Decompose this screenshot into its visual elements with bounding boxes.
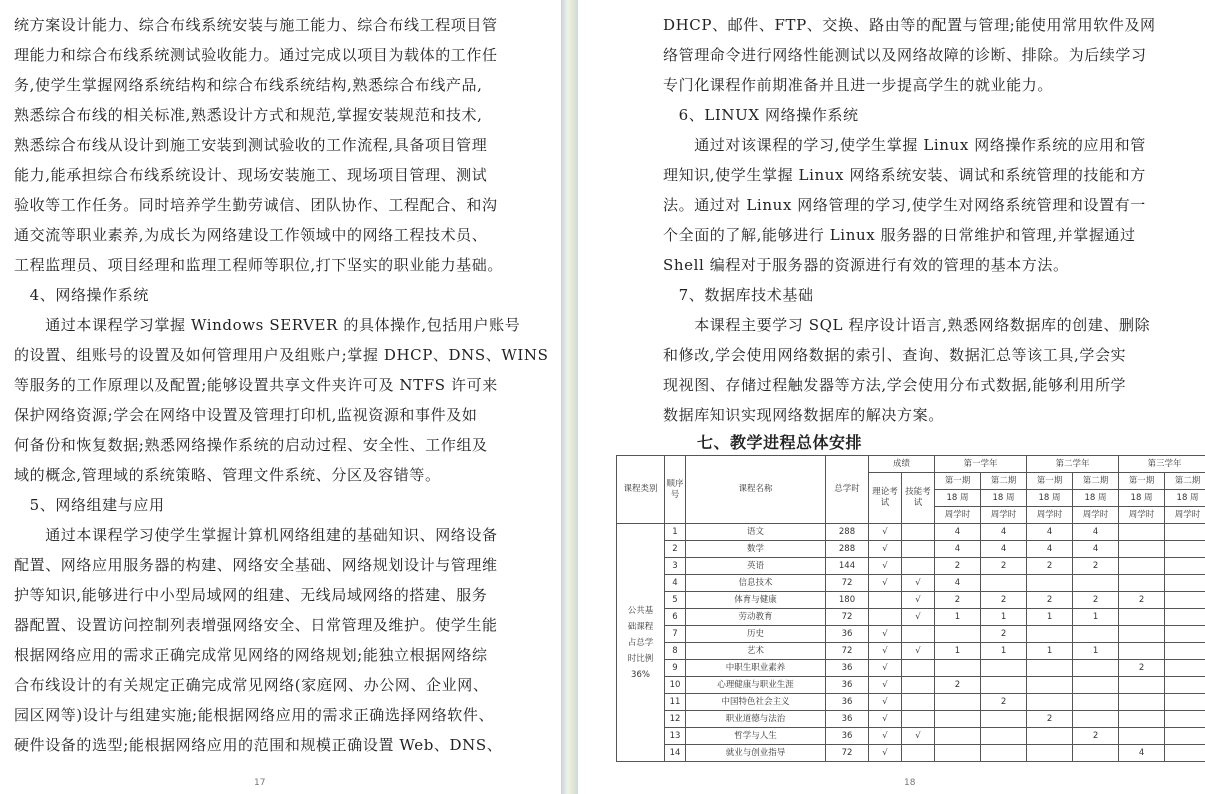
- weekly-hours-cell: 4: [935, 524, 981, 541]
- weekly-hours-cell: [1027, 660, 1073, 677]
- text-line: 配置、网络应用服务器的构建、网络安全基础、网络规划设计与管理维: [14, 556, 498, 574]
- weekly-hours-cell: 1: [981, 643, 1027, 660]
- text-line: 熟悉综合布线的相关标准,熟悉设计方式和规范,掌握安装规范和技术,: [14, 106, 483, 124]
- weekly-hours-cell: [1165, 643, 1205, 660]
- weekly-hours-cell: [935, 711, 981, 728]
- weekly-hours-cell: 2: [1073, 558, 1119, 575]
- table-row: [617, 660, 1205, 677]
- course-name-cell: 哲学与人生: [686, 728, 826, 745]
- text-line: 现视图、存储过程触发器等方法,学会使用分布式数据,能够利用所学: [663, 376, 1127, 394]
- weekly-hours-cell: [935, 660, 981, 677]
- weekly-hours-cell: 1: [1073, 643, 1119, 660]
- text-line: 的设置、组账号的设置及如何管理用户及组账户;掌握 DHCP、DNS、WINS: [14, 346, 549, 364]
- skill-exam-cell: [902, 626, 935, 643]
- weekly-hours-cell: 2: [1119, 592, 1165, 609]
- weekly-hours-cell: [935, 728, 981, 745]
- header-weeks: 18 周: [981, 490, 1027, 507]
- weekly-hours-cell: 4: [935, 541, 981, 558]
- header-term: 第一期: [1119, 473, 1165, 490]
- header-term: 第二期: [1165, 473, 1205, 490]
- seq-cell: 11: [665, 694, 686, 711]
- text-line: 5、网络组建与应用: [14, 496, 165, 514]
- skill-exam-cell: √: [902, 575, 935, 592]
- text-line: 能力,能承担综合布线系统设计、现场安装施工、现场项目管理、测试: [14, 166, 488, 184]
- header-weekly-hours: 周学时: [1073, 507, 1119, 524]
- weekly-hours-cell: 4: [1027, 524, 1073, 541]
- header-year3: 第三学年: [1119, 456, 1205, 473]
- seq-cell: 6: [665, 609, 686, 626]
- weekly-hours-cell: [1073, 711, 1119, 728]
- weekly-hours-cell: [1119, 541, 1165, 558]
- weekly-hours-cell: [1073, 694, 1119, 711]
- weekly-hours-cell: [1073, 677, 1119, 694]
- text-line: 护等知识,能够进行中小型局域网的组建、无线局域网络的搭建、服务: [14, 586, 488, 604]
- text-line: 6、LINUX 网络操作系统: [663, 106, 859, 124]
- text-line: 理知识,使学生掌握 Linux 网络系统安装、调试和系统管理的技能和方: [663, 166, 1146, 184]
- text-line: 通交流等职业素养,为成长为网络建设工作领域中的网络工程技术员、: [14, 226, 488, 244]
- weekly-hours-cell: [1119, 626, 1165, 643]
- weekly-hours-cell: 2: [935, 558, 981, 575]
- weekly-hours-cell: 1: [981, 609, 1027, 626]
- weekly-hours-cell: [935, 626, 981, 643]
- text-line: 通过对该课程的学习,使学生掌握 Linux 网络操作系统的应用和管: [663, 136, 1146, 154]
- weekly-hours-cell: [1027, 575, 1073, 592]
- hours-cell: 36: [826, 728, 869, 745]
- weekly-hours-cell: 2: [1027, 558, 1073, 575]
- weekly-hours-cell: [981, 575, 1027, 592]
- weekly-hours-cell: 2: [935, 592, 981, 609]
- header-weekly-hours: 周学时: [1027, 507, 1073, 524]
- table-row: [617, 728, 1205, 745]
- page-number: 17: [254, 778, 266, 788]
- header-weeks: 18 周: [1073, 490, 1119, 507]
- weekly-hours-cell: [1165, 541, 1205, 558]
- weekly-hours-cell: 1: [935, 609, 981, 626]
- header-weeks: 18 周: [1165, 490, 1205, 507]
- weekly-hours-cell: [981, 745, 1027, 762]
- table-row: [617, 524, 1205, 541]
- weekly-hours-cell: [1165, 728, 1205, 745]
- category-label-line: 36%: [631, 669, 650, 680]
- text-line: 工程监理员、项目经理和监理工程师等职位,打下坚实的职业能力基础。: [14, 256, 503, 274]
- course-name-cell: 语文: [686, 524, 826, 541]
- page-17-body-text: [14, 10, 548, 760]
- text-line: 等服务的工作原理以及配置;能够设置共享文件夹许可及 NTFS 许可来: [14, 376, 498, 394]
- weekly-hours-cell: [981, 677, 1027, 694]
- course-name-cell: 中职生职业素养: [686, 660, 826, 677]
- text-line: 通过本课程学习使学生掌握计算机网络组建的基础知识、网络设备: [14, 526, 498, 544]
- hours-cell: 288: [826, 541, 869, 558]
- seq-cell: 13: [665, 728, 686, 745]
- weekly-hours-cell: 1: [935, 643, 981, 660]
- header-term: 第一期: [935, 473, 981, 490]
- weekly-hours-cell: 4: [935, 575, 981, 592]
- header-weeks: 18 周: [1119, 490, 1165, 507]
- course-name-cell: 中国特色社会主义: [686, 694, 826, 711]
- weekly-hours-cell: 4: [981, 541, 1027, 558]
- table-row: [617, 643, 1205, 660]
- text-line: 数据库知识实现网络数据库的解决方案。: [663, 406, 944, 424]
- category-cell: [617, 524, 665, 762]
- skill-exam-cell: [902, 541, 935, 558]
- text-line: 统方案设计能力、综合布线系统安装与施工能力、综合布线工程项目管: [14, 16, 498, 34]
- weekly-hours-cell: [1165, 558, 1205, 575]
- weekly-hours-cell: [1119, 728, 1165, 745]
- text-line: 和修改,学会使用网络数据的索引、查询、数据汇总等该工具,学会实: [663, 346, 1127, 364]
- seq-cell: 5: [665, 592, 686, 609]
- skill-exam-cell: √: [902, 592, 935, 609]
- text-line: 合布线设计的有关规定正确完成常见网络(家庭网、办公网、企业网、: [14, 676, 489, 694]
- seq-cell: 14: [665, 745, 686, 762]
- header-weekly-hours: 周学时: [1165, 507, 1205, 524]
- category-label-line: 础课程: [627, 621, 654, 632]
- theory-exam-cell: √: [869, 745, 902, 762]
- weekly-hours-cell: [1027, 677, 1073, 694]
- weekly-hours-cell: [1119, 524, 1165, 541]
- weekly-hours-cell: 4: [1027, 541, 1073, 558]
- text-line: Shell 编程对于服务器的资源进行有效的管理的基本方法。: [663, 256, 1069, 274]
- text-line: 园区网等)设计与组建实施;能根据网络应用的需求正确选择网络软件、: [14, 706, 495, 724]
- header-weeks: 18 周: [1027, 490, 1073, 507]
- skill-exam-cell: [902, 660, 935, 677]
- page-number: 18: [904, 778, 916, 788]
- text-line: 保护网络资源;学会在网络中设置及管理打印机,监视资源和事件及如: [14, 406, 478, 424]
- hours-cell: 36: [826, 660, 869, 677]
- weekly-hours-cell: 2: [981, 558, 1027, 575]
- text-line: 专门化课程作前期准备并且进一步提高学生的就业能力。: [663, 76, 1054, 94]
- header-year2: 第二学年: [1027, 456, 1119, 473]
- table-row: [617, 745, 1205, 762]
- text-line: 熟悉综合布线从设计到施工安装到测试验收的工作流程,具备项目管理: [14, 136, 488, 154]
- table-row: [617, 592, 1205, 609]
- course-name-cell: 体育与健康: [686, 592, 826, 609]
- weekly-hours-cell: [1165, 575, 1205, 592]
- weekly-hours-cell: [1027, 626, 1073, 643]
- weekly-hours-cell: [1119, 694, 1165, 711]
- weekly-hours-cell: [1165, 660, 1205, 677]
- theory-exam-cell: [869, 592, 902, 609]
- weekly-hours-cell: 4: [981, 524, 1027, 541]
- weekly-hours-cell: [981, 660, 1027, 677]
- weekly-hours-cell: [981, 728, 1027, 745]
- weekly-hours-cell: 2: [981, 592, 1027, 609]
- header-weekly-hours: 周学时: [1119, 507, 1165, 524]
- hours-cell: 288: [826, 524, 869, 541]
- course-name-cell: 就业与创业指导: [686, 745, 826, 762]
- theory-exam-cell: √: [869, 524, 902, 541]
- header-skill-exam: 技能考试: [902, 473, 935, 524]
- seq-cell: 4: [665, 575, 686, 592]
- theory-exam-cell: √: [869, 711, 902, 728]
- skill-exam-cell: [902, 677, 935, 694]
- hours-cell: 72: [826, 643, 869, 660]
- hours-cell: 72: [826, 745, 869, 762]
- weekly-hours-cell: [1119, 575, 1165, 592]
- section-heading: 七、教学进程总体安排: [697, 433, 863, 452]
- weekly-hours-cell: [1165, 609, 1205, 626]
- course-name-cell: 心理健康与职业生涯: [686, 677, 826, 694]
- text-line: 域的概念,管理域的系统策略、管理文件系统、分区及容错等。: [14, 466, 441, 484]
- weekly-hours-cell: [1073, 575, 1119, 592]
- skill-exam-cell: √: [902, 728, 935, 745]
- category-label-line: 公共基: [627, 605, 654, 616]
- course-name-cell: 数学: [686, 541, 826, 558]
- weekly-hours-cell: [1073, 626, 1119, 643]
- text-line: 验收等工作任务。同时培养学生勤劳诚信、团队协作、工程配合、和沟: [14, 196, 498, 214]
- skill-exam-cell: √: [902, 609, 935, 626]
- teaching-schedule-table: [616, 455, 1205, 762]
- weekly-hours-cell: [1073, 660, 1119, 677]
- category-label-line: 时比例: [627, 653, 654, 664]
- seq-cell: 12: [665, 711, 686, 728]
- weekly-hours-cell: [1165, 592, 1205, 609]
- weekly-hours-cell: [1165, 626, 1205, 643]
- weekly-hours-cell: [1119, 609, 1165, 626]
- skill-exam-cell: [902, 524, 935, 541]
- weekly-hours-cell: [935, 745, 981, 762]
- table-row: [617, 677, 1205, 694]
- page-gutter: [561, 0, 578, 794]
- course-name-cell: 信息技术: [686, 575, 826, 592]
- weekly-hours-cell: [1165, 745, 1205, 762]
- course-name-cell: 劳动教育: [686, 609, 826, 626]
- text-line: 个全面的了解,能够进行 Linux 服务器的日常维护和管理,并掌握通过: [663, 226, 1136, 244]
- header-theory-exam: 理论考试: [869, 473, 902, 524]
- theory-exam-cell: √: [869, 558, 902, 575]
- text-line: 法。通过对 Linux 网络管理的学习,使学生对网络系统管理和设置有一: [663, 196, 1146, 214]
- hours-cell: 180: [826, 592, 869, 609]
- weekly-hours-cell: 4: [1073, 524, 1119, 541]
- skill-exam-cell: [902, 694, 935, 711]
- weekly-hours-cell: [1165, 524, 1205, 541]
- skill-exam-cell: [902, 558, 935, 575]
- text-line: 7、数据库技术基础: [663, 286, 814, 304]
- header-weekly-hours: 周学时: [935, 507, 981, 524]
- weekly-hours-cell: 2: [935, 677, 981, 694]
- table-row: [617, 694, 1205, 711]
- seq-cell: 10: [665, 677, 686, 694]
- seq-cell: 7: [665, 626, 686, 643]
- weekly-hours-cell: 4: [1119, 745, 1165, 762]
- theory-exam-cell: √: [869, 643, 902, 660]
- theory-exam-cell: √: [869, 575, 902, 592]
- header-total-hours: 总学时: [826, 456, 869, 524]
- text-line: DHCP、邮件、FTP、交换、路由等的配置与管理;能使用常用软件及网: [663, 16, 1156, 34]
- weekly-hours-cell: 2: [1073, 728, 1119, 745]
- header-assessment: 成绩: [869, 456, 935, 473]
- theory-exam-cell: √: [869, 677, 902, 694]
- hours-cell: 36: [826, 694, 869, 711]
- weekly-hours-cell: [1165, 711, 1205, 728]
- weekly-hours-cell: 1: [1027, 643, 1073, 660]
- text-line: 何备份和恢复数据;熟悉网络操作系统的启动过程、安全性、工作组及: [14, 436, 488, 454]
- weekly-hours-cell: [1119, 711, 1165, 728]
- text-line: 硬件设备的选型;能根据网络应用的范围和规模正确设置 Web、DNS、: [14, 736, 503, 754]
- course-name-cell: 职业道德与法治: [686, 711, 826, 728]
- weekly-hours-cell: [1119, 677, 1165, 694]
- seq-cell: 3: [665, 558, 686, 575]
- table-row: [617, 711, 1205, 728]
- weekly-hours-cell: 2: [1119, 660, 1165, 677]
- table-row: [617, 541, 1205, 558]
- header-term: 第二期: [981, 473, 1027, 490]
- text-line: 器配置、设置访问控制列表增强网络安全、日常管理及维护。使学生能: [14, 616, 498, 634]
- hours-cell: 36: [826, 677, 869, 694]
- seq-cell: 2: [665, 541, 686, 558]
- theory-exam-cell: √: [869, 660, 902, 677]
- weekly-hours-cell: [1165, 677, 1205, 694]
- hours-cell: 72: [826, 575, 869, 592]
- weekly-hours-cell: [1073, 745, 1119, 762]
- document-page-18: [578, 0, 1205, 794]
- weekly-hours-cell: 2: [981, 626, 1027, 643]
- theory-exam-cell: √: [869, 728, 902, 745]
- seq-cell: 9: [665, 660, 686, 677]
- header-seq: 顺序号: [665, 456, 686, 524]
- weekly-hours-cell: [1119, 558, 1165, 575]
- weekly-hours-cell: 2: [1027, 711, 1073, 728]
- table-row: [617, 609, 1205, 626]
- seq-cell: 8: [665, 643, 686, 660]
- weekly-hours-cell: [981, 711, 1027, 728]
- text-line: 通过本课程学习掌握 Windows SERVER 的具体操作,包括用户账号: [14, 316, 521, 334]
- weekly-hours-cell: 1: [1027, 609, 1073, 626]
- weekly-hours-cell: [935, 694, 981, 711]
- text-line: 本课程主要学习 SQL 程序设计语言,熟悉网络数据库的创建、删除: [663, 316, 1151, 334]
- course-name-cell: 艺术: [686, 643, 826, 660]
- header-term: 第一期: [1027, 473, 1073, 490]
- theory-exam-cell: √: [869, 694, 902, 711]
- theory-exam-cell: √: [869, 626, 902, 643]
- weekly-hours-cell: [1165, 694, 1205, 711]
- seq-cell: 1: [665, 524, 686, 541]
- skill-exam-cell: [902, 711, 935, 728]
- text-line: 务,使学生掌握网络系统结构和综合布线系统结构,熟悉综合布线产品,: [14, 76, 483, 94]
- theory-exam-cell: √: [869, 541, 902, 558]
- weekly-hours-cell: 1: [1073, 609, 1119, 626]
- theory-exam-cell: [869, 609, 902, 626]
- course-name-cell: 历史: [686, 626, 826, 643]
- table-row: [617, 575, 1205, 592]
- header-weekly-hours: 周学时: [981, 507, 1027, 524]
- weekly-hours-cell: [1027, 745, 1073, 762]
- skill-exam-cell: √: [902, 643, 935, 660]
- text-line: 络管理命令进行网络性能测试以及网络故障的诊断、排除。为后续学习: [663, 46, 1147, 64]
- hours-cell: 144: [826, 558, 869, 575]
- text-line: 理能力和综合布线系统测试验收能力。通过完成以项目为载体的工作任: [14, 46, 498, 64]
- hours-cell: 72: [826, 609, 869, 626]
- weekly-hours-cell: 4: [1073, 541, 1119, 558]
- skill-exam-cell: [902, 745, 935, 762]
- category-label-line: 占总学: [627, 637, 654, 648]
- text-line: 根据网络应用的需求正确完成常见网络的网络规划;能独立根据网络综: [14, 646, 488, 664]
- hours-cell: 36: [826, 711, 869, 728]
- text-line: 4、网络操作系统: [14, 286, 149, 304]
- header-year1: 第一学年: [935, 456, 1027, 473]
- weekly-hours-cell: [1027, 694, 1073, 711]
- header-weeks: 18 周: [935, 490, 981, 507]
- page-18-body-text: [663, 10, 1156, 430]
- table-row: [617, 626, 1205, 643]
- hours-cell: 36: [826, 626, 869, 643]
- course-name-cell: 英语: [686, 558, 826, 575]
- weekly-hours-cell: 2: [981, 694, 1027, 711]
- document-page-17: [0, 0, 561, 794]
- weekly-hours-cell: 2: [1073, 592, 1119, 609]
- header-category: 课程类别: [617, 456, 665, 524]
- weekly-hours-cell: [1027, 728, 1073, 745]
- table-row: [617, 558, 1205, 575]
- weekly-hours-cell: 2: [1027, 592, 1073, 609]
- header-term: 第二期: [1073, 473, 1119, 490]
- header-course-name: 课程名称: [686, 456, 826, 524]
- weekly-hours-cell: [1119, 643, 1165, 660]
